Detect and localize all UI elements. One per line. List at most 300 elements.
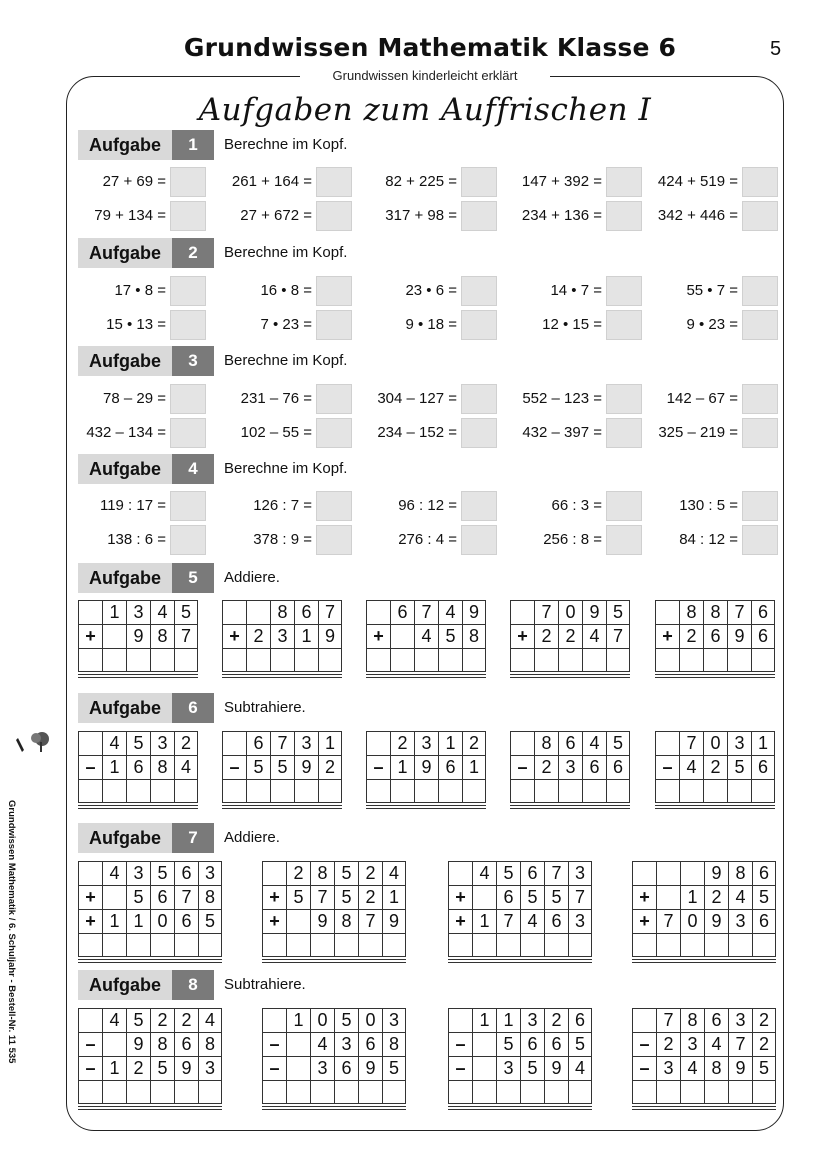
answer-box[interactable] (461, 310, 497, 340)
operator-cell: – (632, 1056, 656, 1080)
result-cell[interactable] (382, 933, 406, 957)
answer-box[interactable] (170, 167, 206, 197)
result-cell[interactable] (496, 1080, 520, 1104)
grid-row (510, 731, 630, 755)
result-cell[interactable] (318, 779, 342, 803)
grid-row (222, 755, 342, 779)
digit-cell: 2 (704, 885, 728, 909)
grid-row (262, 1032, 406, 1056)
result-cell[interactable] (496, 933, 520, 957)
answer-box[interactable] (316, 525, 352, 555)
digit-cell: 3 (680, 1032, 704, 1056)
digit-cell: 9 (318, 624, 342, 648)
digit-cell: 5 (174, 600, 198, 624)
result-cell[interactable] (438, 648, 462, 672)
result-cell[interactable] (310, 1080, 334, 1104)
result-cell[interactable] (382, 1080, 406, 1104)
task-label: Aufgabe (78, 346, 172, 376)
result-cell[interactable] (390, 648, 414, 672)
result-cell[interactable] (174, 648, 198, 672)
digit-cell: 1 (318, 731, 342, 755)
result-cell[interactable] (558, 648, 582, 672)
answer-box[interactable] (606, 418, 642, 448)
result-cell[interactable] (286, 933, 310, 957)
column-calculation (78, 600, 198, 678)
digit-cell: 9 (728, 1056, 752, 1080)
digit-cell (656, 861, 680, 885)
answer-box[interactable] (606, 201, 642, 231)
digit-cell: 4 (472, 861, 496, 885)
result-cell[interactable] (102, 933, 126, 957)
result-cell[interactable] (318, 648, 342, 672)
digit-cell (472, 1032, 496, 1056)
result-cell[interactable] (472, 933, 496, 957)
digit-cell: 3 (558, 755, 582, 779)
result-cell[interactable] (655, 779, 679, 803)
expression: 27 + 69 = (102, 173, 166, 190)
grid-row (510, 624, 630, 648)
digit-cell: 7 (544, 861, 568, 885)
digit-cell: 5 (198, 909, 222, 933)
digit-cell: 5 (286, 885, 310, 909)
result-cell[interactable] (414, 648, 438, 672)
double-underline (510, 674, 630, 678)
task-number: 4 (172, 454, 214, 484)
answer-box[interactable] (606, 525, 642, 555)
result-cell[interactable] (728, 933, 752, 957)
digit-cell: 9 (414, 755, 438, 779)
result-cell[interactable] (462, 779, 486, 803)
answer-box[interactable] (606, 167, 642, 197)
result-row[interactable] (448, 933, 592, 957)
digit-cell: 7 (270, 731, 294, 755)
result-cell[interactable] (655, 648, 679, 672)
digit-cell: 9 (294, 755, 318, 779)
expression: 9 • 18 = (405, 316, 457, 333)
answer-box[interactable] (170, 418, 206, 448)
result-cell[interactable] (703, 779, 727, 803)
grid-row (262, 861, 406, 885)
result-cell[interactable] (310, 933, 334, 957)
result-cell[interactable] (270, 648, 294, 672)
answer-box[interactable] (742, 276, 778, 306)
answer-box[interactable] (461, 525, 497, 555)
result-row[interactable] (655, 779, 775, 803)
result-cell[interactable] (334, 1080, 358, 1104)
result-cell[interactable] (510, 648, 534, 672)
result-row[interactable] (510, 779, 630, 803)
result-cell[interactable] (704, 1080, 728, 1104)
result-cell[interactable] (294, 648, 318, 672)
operator-cell (632, 861, 656, 885)
result-cell[interactable] (150, 779, 174, 803)
digit-cell (390, 624, 414, 648)
result-cell[interactable] (126, 779, 150, 803)
result-cell[interactable] (438, 779, 462, 803)
result-cell[interactable] (568, 933, 592, 957)
digit-cell (246, 600, 270, 624)
digit-cell (286, 1056, 310, 1080)
expression: 12 • 15 = (542, 316, 602, 333)
digit-cell: 4 (582, 731, 606, 755)
result-cell[interactable] (727, 779, 751, 803)
result-cell[interactable] (390, 779, 414, 803)
digit-cell: 3 (520, 1008, 544, 1032)
expression: 102 – 55 = (240, 424, 312, 441)
digit-cell: 4 (520, 909, 544, 933)
task-instruction: Berechne im Kopf. (224, 136, 348, 153)
grid-row (262, 909, 406, 933)
digit-cell: 8 (704, 1056, 728, 1080)
digit-cell: 4 (414, 624, 438, 648)
answer-box[interactable] (316, 310, 352, 340)
result-cell[interactable] (751, 648, 775, 672)
expression: 84 : 12 = (679, 531, 738, 548)
result-cell[interactable] (246, 779, 270, 803)
answer-box[interactable] (461, 491, 497, 521)
result-cell[interactable] (78, 933, 102, 957)
digit-cell: 9 (582, 600, 606, 624)
result-cell[interactable] (78, 1080, 102, 1104)
result-cell[interactable] (704, 933, 728, 957)
digit-cell: 1 (438, 731, 462, 755)
result-cell[interactable] (262, 933, 286, 957)
operator-cell: + (510, 624, 534, 648)
digit-cell: 3 (150, 731, 174, 755)
digit-cell: 3 (294, 731, 318, 755)
digit-cell (656, 885, 680, 909)
task-number: 3 (172, 346, 214, 376)
operator-cell: + (262, 909, 286, 933)
expression: 304 – 127 = (377, 390, 457, 407)
result-cell[interactable] (752, 1080, 776, 1104)
result-cell[interactable] (222, 779, 246, 803)
result-cell[interactable] (752, 933, 776, 957)
answer-box[interactable] (316, 167, 352, 197)
result-cell[interactable] (520, 933, 544, 957)
result-cell[interactable] (534, 779, 558, 803)
digit-cell: 8 (382, 1032, 406, 1056)
result-cell[interactable] (448, 933, 472, 957)
result-cell[interactable] (679, 779, 703, 803)
column-calculation (262, 1008, 406, 1110)
result-cell[interactable] (102, 1080, 126, 1104)
digit-cell: 2 (358, 861, 382, 885)
expression: 234 + 136 = (521, 207, 602, 224)
answer-box[interactable] (606, 276, 642, 306)
digit-cell: 6 (704, 1008, 728, 1032)
digit-cell: 8 (703, 600, 727, 624)
task-number: 7 (172, 823, 214, 853)
digit-cell: 9 (126, 1032, 150, 1056)
result-cell[interactable] (126, 648, 150, 672)
result-row[interactable] (366, 779, 486, 803)
task-instruction: Subtrahiere. (224, 699, 306, 716)
answer-box[interactable] (461, 418, 497, 448)
digit-cell: 9 (310, 909, 334, 933)
answer-box[interactable] (170, 384, 206, 414)
answer-box[interactable] (461, 384, 497, 414)
expression: 55 • 7 = (686, 282, 738, 299)
answer-box[interactable] (742, 201, 778, 231)
digit-cell: 9 (126, 624, 150, 648)
result-row[interactable] (632, 1080, 776, 1104)
result-cell[interactable] (150, 933, 174, 957)
operator-cell (262, 861, 286, 885)
digit-cell: 5 (752, 885, 776, 909)
result-row[interactable] (510, 648, 630, 672)
operator-cell: + (262, 885, 286, 909)
digit-cell: 3 (656, 1056, 680, 1080)
digit-cell (102, 624, 126, 648)
column-calculation (655, 600, 775, 678)
digit-cell: 2 (150, 1008, 174, 1032)
digit-cell: 6 (390, 600, 414, 624)
result-cell[interactable] (751, 779, 775, 803)
operator-cell: – (632, 1032, 656, 1056)
answer-box[interactable] (742, 384, 778, 414)
result-cell[interactable] (150, 648, 174, 672)
grid-row (262, 1008, 406, 1032)
expression: 142 – 67 = (666, 390, 738, 407)
task-label: Aufgabe (78, 454, 172, 484)
result-cell[interactable] (727, 648, 751, 672)
digit-cell: 6 (752, 909, 776, 933)
digit-cell: 4 (680, 1056, 704, 1080)
result-cell[interactable] (270, 779, 294, 803)
double-underline (366, 674, 486, 678)
answer-box[interactable] (316, 201, 352, 231)
result-row[interactable] (222, 648, 342, 672)
result-row[interactable] (78, 1080, 222, 1104)
grid-row (262, 1056, 406, 1080)
answer-box[interactable] (606, 491, 642, 521)
double-underline (448, 1106, 592, 1110)
operator-cell: – (262, 1032, 286, 1056)
expression: 23 • 6 = (405, 282, 457, 299)
result-cell[interactable] (358, 933, 382, 957)
result-cell[interactable] (358, 1080, 382, 1104)
grid-row (262, 885, 406, 909)
answer-box[interactable] (742, 491, 778, 521)
answer-box[interactable] (316, 384, 352, 414)
answer-box[interactable] (316, 418, 352, 448)
digit-cell: 2 (358, 885, 382, 909)
answer-box[interactable] (742, 418, 778, 448)
result-row[interactable] (448, 1080, 592, 1104)
result-cell[interactable] (366, 648, 390, 672)
operator-cell: + (222, 624, 246, 648)
grid-row (632, 1032, 776, 1056)
answer-box[interactable] (170, 276, 206, 306)
result-cell[interactable] (78, 648, 102, 672)
operator-cell (448, 1008, 472, 1032)
column-calculation (655, 731, 775, 809)
result-cell[interactable] (286, 1080, 310, 1104)
result-cell[interactable] (262, 1080, 286, 1104)
operator-cell: – (448, 1056, 472, 1080)
digit-cell: 6 (520, 861, 544, 885)
result-cell[interactable] (414, 779, 438, 803)
task-label: Aufgabe (78, 130, 172, 160)
answer-box[interactable] (461, 276, 497, 306)
publisher-logo-icon (16, 730, 52, 754)
answer-box[interactable] (461, 167, 497, 197)
result-cell[interactable] (534, 648, 558, 672)
result-row[interactable] (632, 933, 776, 957)
answer-box[interactable] (742, 310, 778, 340)
result-cell[interactable] (472, 1080, 496, 1104)
result-cell[interactable] (582, 779, 606, 803)
result-cell[interactable] (544, 1080, 568, 1104)
answer-box[interactable] (606, 384, 642, 414)
result-cell[interactable] (102, 648, 126, 672)
result-cell[interactable] (632, 933, 656, 957)
double-underline (632, 959, 776, 963)
digit-cell: 0 (558, 600, 582, 624)
expression: 119 : 17 = (99, 497, 166, 514)
result-cell[interactable] (606, 648, 630, 672)
result-cell[interactable] (150, 1080, 174, 1104)
result-cell[interactable] (679, 648, 703, 672)
grid-row (632, 885, 776, 909)
grid-row (366, 755, 486, 779)
operator-cell (510, 731, 534, 755)
result-cell[interactable] (198, 933, 222, 957)
expression: 231 – 76 = (240, 390, 312, 407)
result-cell[interactable] (656, 933, 680, 957)
result-cell[interactable] (246, 648, 270, 672)
result-cell[interactable] (294, 779, 318, 803)
subtitle: Grundwissen kinderleicht erklärt (300, 68, 550, 83)
result-cell[interactable] (334, 933, 358, 957)
column-calculation (448, 861, 592, 963)
digit-cell: 7 (606, 624, 630, 648)
result-cell[interactable] (568, 1080, 592, 1104)
result-cell[interactable] (728, 1080, 752, 1104)
operator-cell: – (78, 1056, 102, 1080)
result-cell[interactable] (174, 933, 198, 957)
result-cell[interactable] (448, 1080, 472, 1104)
expression: 96 : 12 = (398, 497, 457, 514)
expression: 17 • 8 = (114, 282, 166, 299)
operator-cell (78, 600, 102, 624)
digit-cell: 7 (496, 909, 520, 933)
result-cell[interactable] (366, 779, 390, 803)
digit-cell: 4 (198, 1008, 222, 1032)
digit-cell: 2 (462, 731, 486, 755)
digit-cell: 8 (198, 1032, 222, 1056)
digit-cell: 6 (150, 885, 174, 909)
result-cell[interactable] (680, 933, 704, 957)
operator-cell: + (78, 624, 102, 648)
answer-box[interactable] (170, 525, 206, 555)
result-cell[interactable] (656, 1080, 680, 1104)
result-cell[interactable] (78, 779, 102, 803)
digit-cell: 5 (150, 1056, 174, 1080)
digit-cell: 6 (294, 600, 318, 624)
result-row[interactable] (78, 933, 222, 957)
result-cell[interactable] (102, 779, 126, 803)
expression: 82 + 225 = (385, 173, 457, 190)
digit-cell: 5 (334, 861, 358, 885)
result-cell[interactable] (582, 648, 606, 672)
result-row[interactable] (78, 648, 198, 672)
digit-cell: 5 (126, 885, 150, 909)
digit-cell: 7 (414, 600, 438, 624)
expression: 138 : 6 = (107, 531, 166, 548)
expression: 126 : 7 = (253, 497, 312, 514)
result-row[interactable] (78, 779, 198, 803)
result-cell[interactable] (174, 779, 198, 803)
digit-cell: 5 (496, 861, 520, 885)
digit-cell: 9 (462, 600, 486, 624)
expression: 325 – 219 = (658, 424, 738, 441)
result-cell[interactable] (558, 779, 582, 803)
digit-cell: 1 (382, 885, 406, 909)
column-calculation (222, 600, 342, 678)
result-row[interactable] (262, 1080, 406, 1104)
result-cell[interactable] (222, 648, 246, 672)
digit-cell: 8 (270, 600, 294, 624)
result-row[interactable] (655, 648, 775, 672)
digit-cell: 5 (126, 1008, 150, 1032)
digit-cell: 8 (150, 1032, 174, 1056)
expression: 15 • 13 = (106, 316, 166, 333)
digit-cell: 7 (174, 885, 198, 909)
digit-cell: 4 (679, 755, 703, 779)
answer-box[interactable] (606, 310, 642, 340)
answer-box[interactable] (316, 276, 352, 306)
result-cell[interactable] (510, 779, 534, 803)
answer-box[interactable] (170, 491, 206, 521)
digit-cell (286, 909, 310, 933)
digit-cell: 6 (752, 861, 776, 885)
answer-box[interactable] (170, 201, 206, 231)
result-cell[interactable] (198, 1080, 222, 1104)
expression: 317 + 98 = (385, 207, 457, 224)
result-cell[interactable] (632, 1080, 656, 1104)
answer-box[interactable] (742, 167, 778, 197)
double-underline (78, 1106, 222, 1110)
digit-cell: 5 (438, 624, 462, 648)
digit-cell: 6 (703, 624, 727, 648)
result-cell[interactable] (606, 779, 630, 803)
result-row[interactable] (366, 648, 486, 672)
digit-cell: 3 (496, 1056, 520, 1080)
answer-box[interactable] (316, 491, 352, 521)
answer-box[interactable] (461, 201, 497, 231)
task-number: 1 (172, 130, 214, 160)
operator-cell (448, 861, 472, 885)
result-row[interactable] (222, 779, 342, 803)
result-cell[interactable] (703, 648, 727, 672)
answer-box[interactable] (742, 525, 778, 555)
result-cell[interactable] (520, 1080, 544, 1104)
result-cell[interactable] (544, 933, 568, 957)
result-cell[interactable] (126, 933, 150, 957)
digit-cell: 8 (534, 731, 558, 755)
result-cell[interactable] (126, 1080, 150, 1104)
result-cell[interactable] (462, 648, 486, 672)
answer-box[interactable] (170, 310, 206, 340)
operator-cell (655, 600, 679, 624)
result-cell[interactable] (680, 1080, 704, 1104)
digit-cell: 1 (294, 624, 318, 648)
expression: 27 + 672 = (240, 207, 312, 224)
result-cell[interactable] (174, 1080, 198, 1104)
result-row[interactable] (262, 933, 406, 957)
